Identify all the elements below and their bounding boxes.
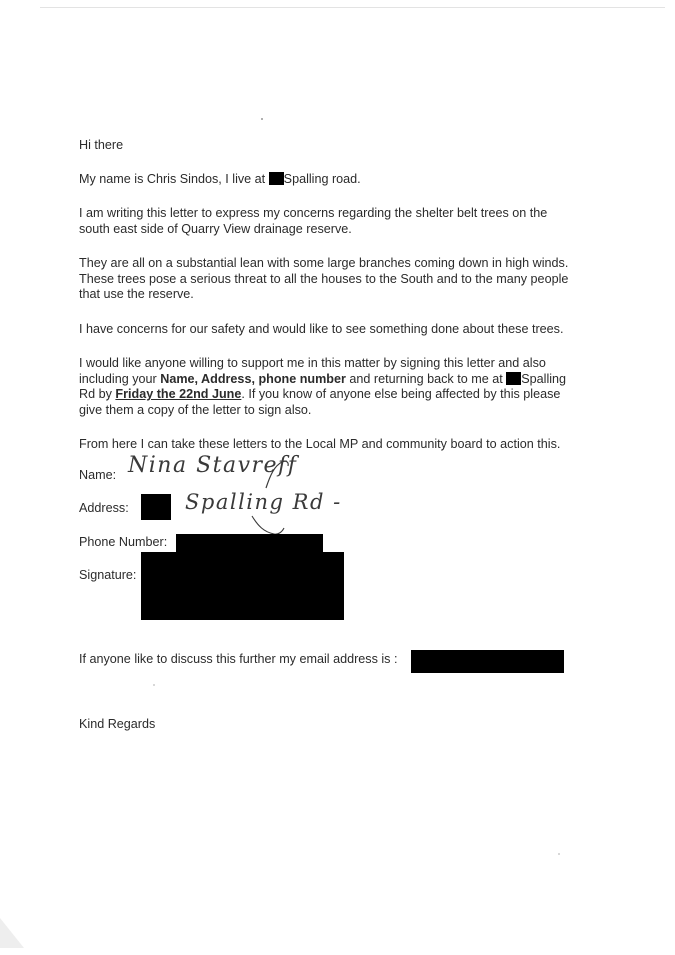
scan-speck (558, 853, 560, 855)
scan-corner-shadow (0, 918, 24, 948)
redacted-house-number (506, 372, 521, 385)
signature-label: Signature: (79, 568, 137, 582)
handwriting-flourish (262, 458, 292, 492)
handwritten-address: Spalling Rd - (185, 490, 342, 514)
support-paragraph (79, 356, 619, 418)
redacted-email-address (411, 650, 564, 673)
greeting: Hi there (79, 138, 124, 152)
safety-paragraph: I have concerns for our safety and would like to see something done about these trees. (79, 322, 564, 336)
purpose-line: I am writing this letter to express my concerns regarding the shelter belt trees on the (79, 206, 548, 220)
purpose-line: south east side of Quarry View drainage reserve. (79, 221, 352, 236)
contact-line: If anyone like to discuss this further my email address is : (79, 652, 398, 666)
purpose-paragraph (79, 206, 599, 237)
scan-speck (153, 684, 155, 686)
scan-speck (261, 118, 263, 120)
closing: Kind Regards (79, 717, 156, 731)
requested-details: Name, Address, phone number (160, 371, 346, 386)
support-line: Spalling (521, 371, 567, 386)
address-label: Address: (79, 501, 129, 515)
intro-street: Spalling road. (283, 172, 361, 186)
redacted-signature (141, 552, 344, 620)
support-line: including your (79, 371, 157, 386)
lean-line: that use the reserve. (79, 287, 194, 301)
redacted-phone-number (176, 534, 323, 554)
intro-text: My name is Chris Sindos, I live at (79, 172, 266, 186)
lean-line: These trees pose a serious threat to all the houses to the South and to the many people (79, 271, 569, 286)
support-line: give them a copy of the letter to sign also. (79, 402, 312, 417)
support-line: . If you know of anyone else being affected by this please (241, 387, 561, 401)
deadline-date: Friday the 22nd June (115, 387, 242, 401)
support-line: I would like anyone willing to support me in this matter by signing this letter and also (79, 356, 546, 370)
redacted-house-number (269, 172, 284, 185)
action-paragraph: From here I can take these letters to the Local MP and community board to action this. (79, 437, 561, 451)
intro-paragraph (79, 172, 599, 188)
support-line: and returning back to me at (349, 371, 503, 386)
lean-paragraph (79, 256, 619, 303)
support-line: Rd by (79, 387, 112, 401)
handwritten-name: Nina Stavreff (128, 453, 298, 478)
phone-label: Phone Number: (79, 535, 168, 549)
scan-edge-line (40, 7, 665, 8)
lean-line: They are all on a substantial lean with some large branches coming down in high winds. (79, 256, 569, 270)
redacted-address-number (141, 494, 171, 520)
name-label: Name: (79, 468, 117, 482)
